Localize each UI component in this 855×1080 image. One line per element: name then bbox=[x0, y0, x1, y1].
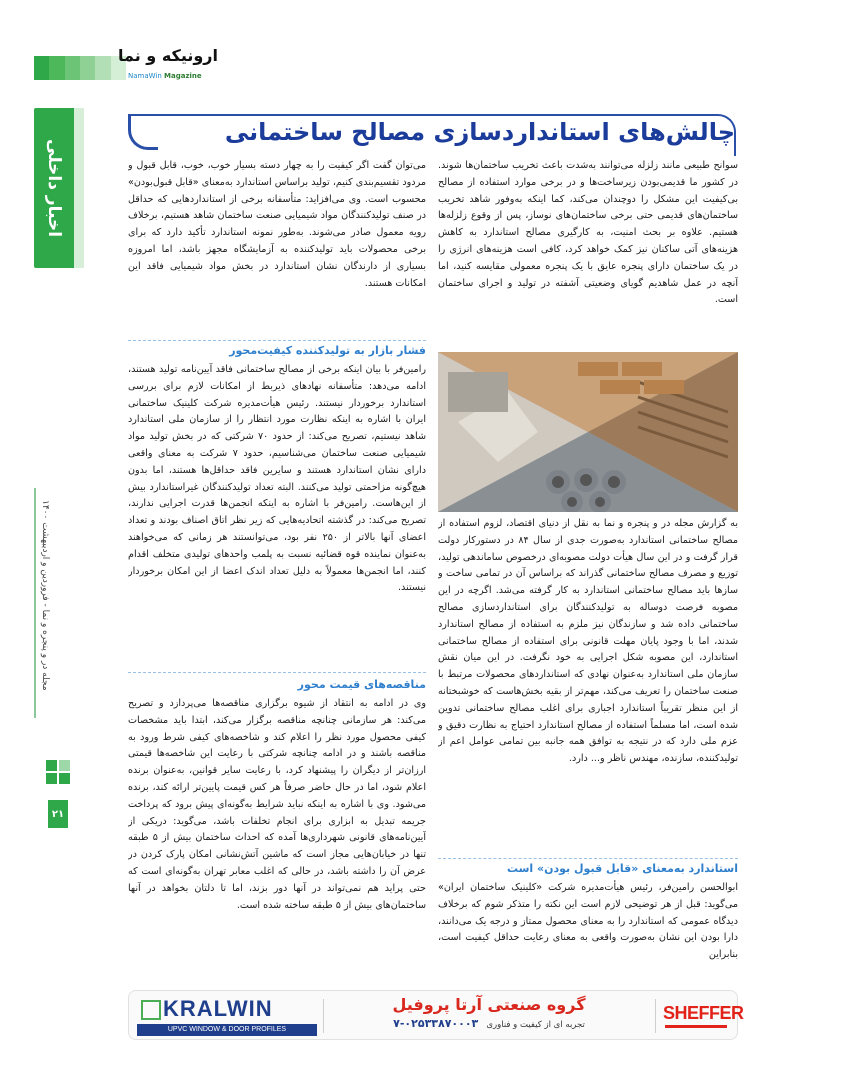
section3-rule bbox=[128, 672, 426, 673]
kralwin-wordmark: KRALWIN bbox=[163, 996, 273, 1021]
issue-rail bbox=[34, 488, 36, 718]
article-report-text: به گزارش مجله در و پنجره و نما به نقل از دنیای اقتصاد، لزوم استفاده از مصالح ساختمانی استاندارد به‌صورت جدی از سال ۸۴ در دستورکار دولت قرار گرفت و در این سال هیأت دولت مصوبه‌ای درخصوص ساماندهی تولید، توزیع و مصرف مصالح ساختمانی گذراند که براساس آن در تمامی ساخت و سازها باید مصالح ساختمانی استاندارد به کار گرفته می‌شد. اگرچه در این مصوبه فرصت دوساله به تولیدکنندگان برای استانداردسازی مصالح ساختمانی داده شد و سازندگان نیز ملزم به استفاده از مصالح استاندارد شدند، اما با وجود پایان مهلت قانونی برای استفاده از مصالح ساختمانی استاندارد، این مصوبه شکل اجرایی به خود نگرفت. در این میان نقش سازمان ملی استاندارد به‌عنوان نهادی که استانداردهای محصولات مرتبط با صنعت ساختمان را تعریف می‌کند، مهم‌تر از بقیه بخش‌هاست که خوشبختانه از این منظر تقریباً استاندارد اجباری برای اغلب مصالح ساختمانی تدوین شده است، اما مسلماً استفاده از مصالح استاندارد احتیاج به نظارت دقیق و عزم ملی دارد که در نتیجه به توافق همه جانبه بین تمامی عوامل اعم از تولیدکننده، سازنده، مهندس ناظر و... دارد. bbox=[438, 518, 738, 765]
company-name: گروه صنعتی آرتا پروفیل bbox=[392, 995, 586, 1014]
kralwin-subtitle: UPVC WINDOW & DOOR PROFILES bbox=[137, 1024, 317, 1036]
section-tab-notch bbox=[74, 108, 84, 268]
issue-square-3 bbox=[46, 773, 57, 784]
article-report bbox=[438, 516, 738, 852]
article-section3-text: وی در ادامه به انتقاد از شیوه برگزاری مناقصه‌ها می‌پردازد و تصریح می‌کند: هر سازمانی چنانچه مناقصه برگزار می‌کند، ابتدا باید مشخصات کیفی محصول مورد نظر را اعلام کند و شاخصه‌های کیفی شرط ورود به مناقصه باشند و در ادامه چنانچه شرکتی با رعایت این شاخصه‌ها قیمتی ارزان‌تر از دیگران را پیشنهاد کرد، با رعایت سایر قوانین، به‌عنوان برنده اعلام شود، اما در حال حاضر صرفاً هر کس قیمت پایین‌تر ارائه کند، برنده می‌شود. وی با اشاره به اینکه نباید شرایط به‌گونه‌ای پیش برود که پرداخت جریمه تبدیل به ابزاری برای انجام تخلفات باشد، می‌گوید: دریکی از آیین‌نامه‌های قانونی شهرداری‌ها آمده که احداث ساختمان بیش از ۵ طبقه تنها در خیابان‌هایی مجاز است که ماشین آتش‌نشانی امکان پارک کردن در عرض آن را داشته باشد، در حالی که اغلب معابر تهران به‌گونه‌ای است که حتی پراید هم نمی‌تواند در آنها دور بزند، اما تا دلتان بخواهد در آنها ساختمان‌های بیش از ۵ طبقه ساخته شده است. bbox=[128, 698, 426, 911]
stripe-2 bbox=[49, 56, 64, 80]
article-section1-text: ابوالحسن رامین‌فر، رئیس هیأت‌مدیره شرکت «کلینیک ساختمان ایران» می‌گوید: قبل از هر توضیحی لازم است این نکته را متذکر شوم که برخلاف دیدگاه عمومی که استاندارد را به معنای محصول ممتاز و درجه یک می‌دانند، دارا بودن این نشان به‌صورت واقعی به معنای رعایت حداقل کیفیت است، بنابراین bbox=[438, 882, 738, 961]
sheffer-wordmark: SHEFFER bbox=[663, 1003, 744, 1023]
stripe-1 bbox=[34, 56, 49, 80]
article-section2 bbox=[128, 362, 426, 662]
sheffer-underline bbox=[665, 1025, 727, 1028]
article-section2-text: رامین‌فر با بیان اینکه برخی از مصالح ساختمانی فاقد آیین‌نامه تولید هستند، ادامه می‌دهد: متأسفانه نهادهای ذیربط از امکانات لازم برای بررسی استاندارد برخوردار نیستند. رئیس هیأت‌مدیره شرکت کلینیک ساختمانی ایران با اشاره به اینکه نظارت مورد انتظار را از سازمان ملی استاندارد شاهد نیستیم، تصریح می‌کند: از حدود ۷۰ شرکتی که در بخش تولید مواد شیمیایی صنعت ساختمان می‌شناسیم، حدود ۷ شرکت به معنای واقعی دارای نشان استاندارد هستند و سایرین فاقد حداقل‌ها هستند، اما بدون هیچ‌گونه مزاحمتی تولید می‌کنند. البته تعداد تولیدکنندگان غیراستاندارد بیش از این‌هاست. رامین‌فر با اشاره به اینکه انجمن‌ها قدرت اجرایی ندارند، تصریح می‌کند: در گذشته اتحادیه‌هایی که زیر نظر اتاق اصناف بودند و تعداد اعضای آنها بالاتر از ۲۵۰ نفر بود، می‌توانستند هر زمانی که می‌خواهند به‌عنوان نماینده قوه قضائیه نسبت به پلمب واحدهای تولیدی متخلف اقدام کنند، اما انجمن‌ها معمولاً به دلیل تعداد اندک اعضا از این امکان برخوردار نیستند. bbox=[128, 364, 426, 594]
stripe-5 bbox=[95, 56, 110, 80]
article-intro-text: سوانح طبیعی مانند زلزله می‌توانند به‌شدت باعث تخریب ساختمان‌ها شوند. در کشور ما قدیمی‌بودن زیرساخت‌ها و در برخی موارد استفاده از مصالح بی‌کیفیت این مشکل را دوچندان می‌کند، کما اینکه به‌وفور شاهد تخریب ساختمان‌های قدیمی حتی برخی ساختمان‌های نوساز، پس از وقوع زلزله‌ها هستیم. علاوه بر بحث امنیت، به کارگیری مصالح استاندارد به کاهش هزینه‌های آتی ساکنان نیز کمک خواهد کرد، کافی است هزینه‌های انرژی را در یک ساختمان دارای پنجره عایق با یک پنجره معمولی مقایسه کنید، اما آنچه در عمل شاهدیم گویای وضعیتی آشفته در تولید و اجرای ساختمان است. bbox=[438, 160, 738, 306]
page-title: چالش‌های استانداردسازی مصالح ساختمانی bbox=[224, 118, 735, 146]
magazine-logo-en-prefix: NamaWin bbox=[128, 72, 162, 80]
article-intro bbox=[438, 158, 738, 344]
article-section1 bbox=[438, 880, 738, 982]
sheffer-logo bbox=[661, 997, 744, 1035]
section3-heading: مناقصه‌های قیمت محور bbox=[297, 678, 426, 691]
section2-heading: فشار بازار به تولیدکننده کیفیت‌محور bbox=[229, 344, 426, 357]
magazine-logo-en bbox=[128, 72, 202, 80]
ad-divider-left bbox=[323, 999, 324, 1033]
building-materials-collage-icon bbox=[438, 352, 738, 512]
magazine-logo-en-suffix: Magazine bbox=[164, 72, 202, 80]
article-col2-top bbox=[128, 158, 426, 330]
brand-stripe-bar bbox=[34, 56, 126, 80]
section-tab bbox=[34, 108, 74, 268]
ad-divider-right bbox=[655, 999, 656, 1033]
issue-square-2 bbox=[59, 760, 70, 771]
section-tab-label: اخبار داخلی bbox=[44, 138, 64, 238]
issue-squares-icon bbox=[46, 760, 70, 784]
issue-square-1 bbox=[46, 760, 57, 771]
sponsor-banner[interactable] bbox=[128, 990, 744, 1040]
company-tagline: تجربه ای از کیفیت و فناوری bbox=[486, 1020, 585, 1030]
stripe-4 bbox=[80, 56, 95, 80]
company-block bbox=[329, 995, 649, 1030]
company-phone: ۰۲۵۳۳۸۷۰۰۰۳-۷ bbox=[393, 1017, 479, 1030]
article-col2-top-text: می‌توان گفت اگر کیفیت را به چهار دسته بسیار خوب، خوب، قابل قبول و مردود تقسیم‌بندی کنیم، تولید براساس استاندارد به‌معنای «قابل قبول‌بودن» محسوب است. وی می‌افزاید: متأسفانه برخی از استانداردهایی که حداقل در صنف تولیدکنندگان مواد شیمیایی صنعت ساختمان شاهد هستیم، برخلاف رویه معمول صادر می‌شوند. به‌طور نمونه استاندارد تأکید دارد که برای برخی محصولات باید تولیدکننده به آزمایشگاه مجهز باشد، اما امروزه بسیاری از دارندگان نشان استاندارد در بخش مواد شیمیایی فاقد این امکانات هستند. bbox=[128, 160, 426, 289]
section1-heading: استاندارد به‌معنای «قابل قبول بودن» است bbox=[506, 862, 738, 875]
building-materials-photo bbox=[438, 352, 738, 512]
issue-square-4 bbox=[59, 773, 70, 784]
kralwin-window-icon bbox=[141, 1000, 161, 1020]
page-number: ۲۱ bbox=[48, 800, 68, 828]
section1-rule bbox=[438, 858, 738, 859]
magazine-logo-fa: ارونیکه و نما bbox=[117, 46, 218, 65]
stripe-3 bbox=[65, 56, 80, 80]
article-section3 bbox=[128, 696, 426, 982]
company-tagline-row bbox=[329, 1017, 649, 1030]
magazine-logo bbox=[117, 46, 218, 86]
section2-rule bbox=[128, 340, 426, 341]
kralwin-logo bbox=[137, 996, 317, 1036]
issue-info: مجله در و پنجره و نما - فروردین و اردیبهشت ۱۴۰۰ bbox=[40, 500, 50, 691]
